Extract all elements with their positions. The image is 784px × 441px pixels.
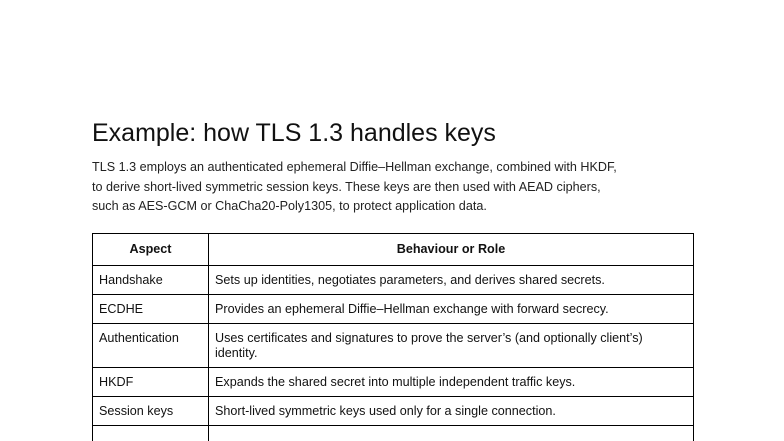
table-header-row (93, 234, 694, 266)
intro-paragraph (92, 158, 617, 217)
intro-line: TLS 1.3 employs an authenticated ephemeral Diffie–Hellman exchange, combined with HKDF, (92, 160, 617, 174)
page-title: Example: how TLS 1.3 handles keys (92, 119, 496, 147)
table-row (93, 295, 694, 324)
table-row-cut-off (93, 426, 694, 441)
table-cell-behaviour: Short-lived symmetric keys used only for a single connection. (209, 397, 694, 426)
column-header-behaviour: Behaviour or Role (209, 234, 694, 266)
table-cell-behaviour: Sets up identities, negotiates parameters, and derives shared secrets. (209, 266, 694, 295)
table-cell-aspect: HKDF (93, 368, 209, 397)
table-cell-aspect: ECDHE (93, 295, 209, 324)
table-cell-empty (93, 426, 209, 441)
table-row (93, 397, 694, 426)
table-row (93, 266, 694, 295)
table-row (93, 324, 694, 368)
table-cell-aspect: Session keys (93, 397, 209, 426)
table-cell-behaviour: Expands the shared secret into multiple independent traffic keys. (209, 368, 694, 397)
column-header-aspect: Aspect (93, 234, 209, 266)
table-cell-aspect: Handshake (93, 266, 209, 295)
intro-line: such as AES-GCM or ChaCha20-Poly1305, to protect application data. (92, 199, 487, 213)
intro-line: to derive short-lived symmetric session keys. These keys are then used with AEAD ciphers, (92, 179, 601, 194)
table-cell-behaviour: Uses certificates and signatures to prove the server’s (and optionally client’s) identity. (209, 324, 694, 368)
tls-aspects-table (92, 233, 694, 441)
table-cell-aspect: Authentication (93, 324, 209, 368)
table-cell-behaviour: Provides an ephemeral Diffie–Hellman exchange with forward secrecy. (209, 295, 694, 324)
table-row (93, 368, 694, 397)
table-cell-empty (209, 426, 694, 441)
